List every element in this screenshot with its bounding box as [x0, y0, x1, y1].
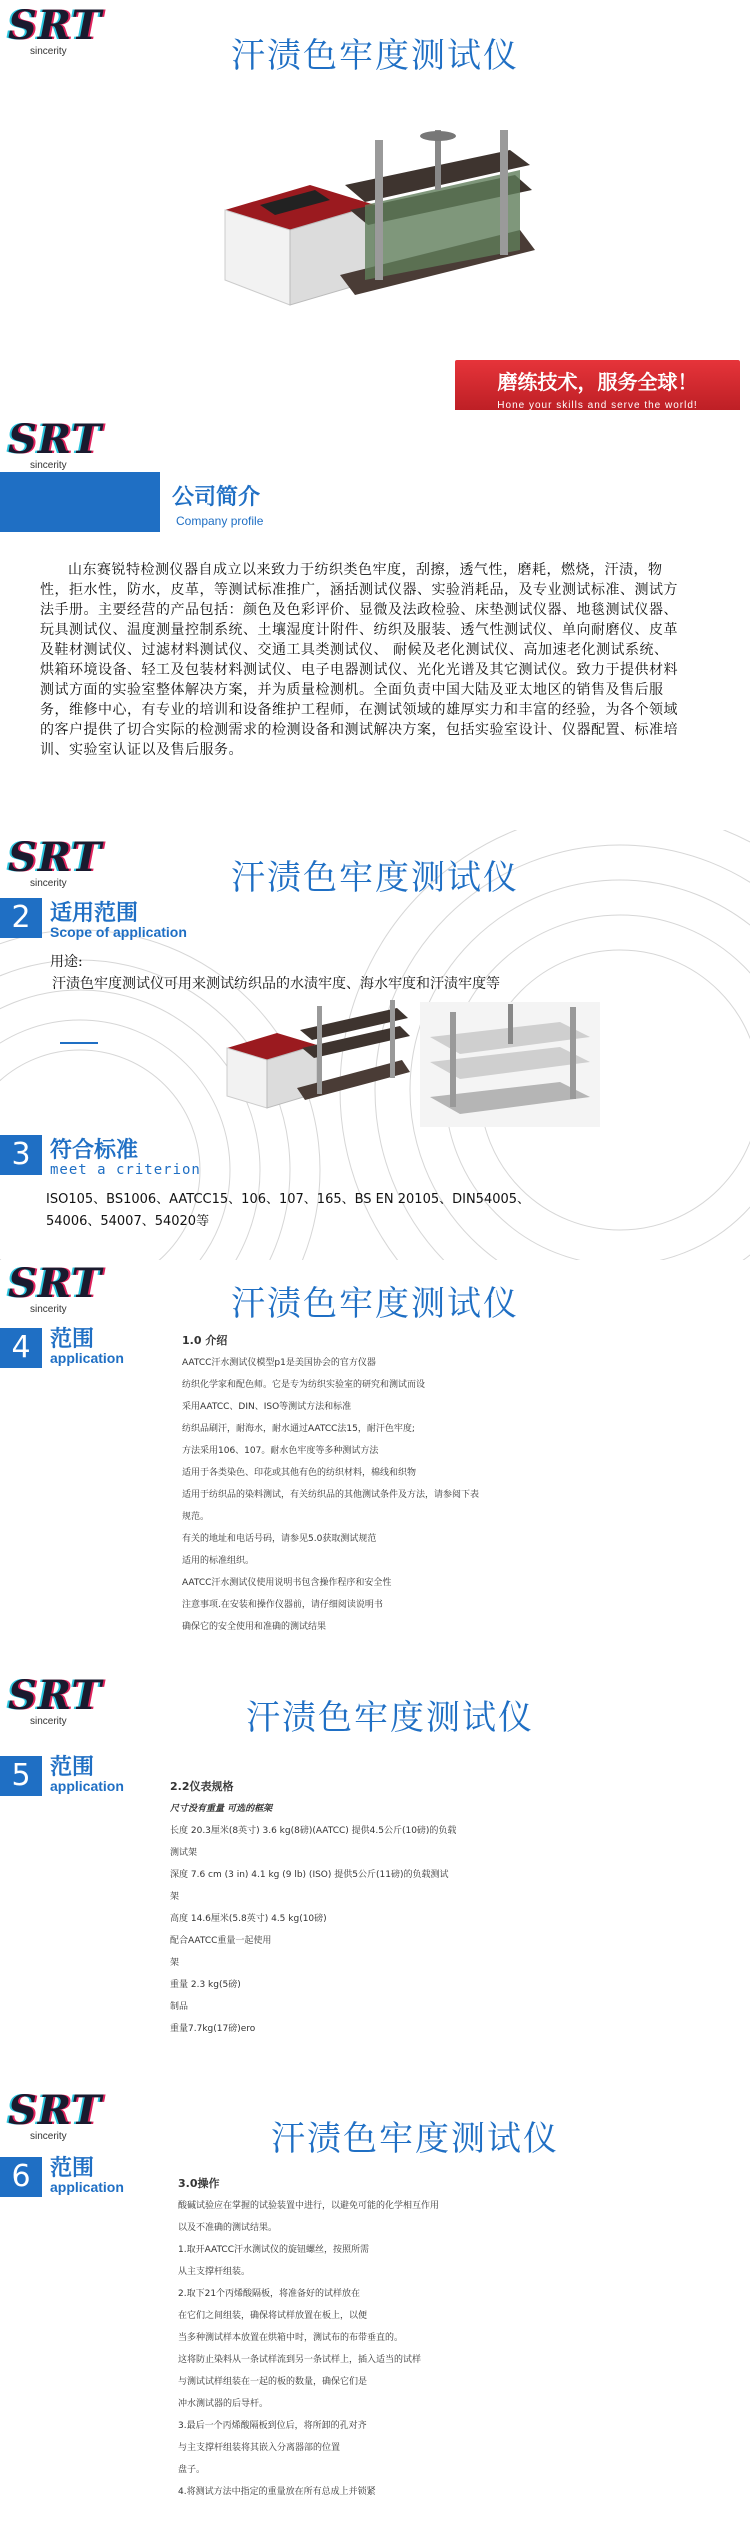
- profile-body: 山东赛锐特检测仪器自成立以来致力于纺织类色牢度，刮擦，透气性，磨耗，燃烧，汗渍，物性，拒水性，防水，皮革，等测试标准推广，涵括测试仪器、实验消耗品，及专业测试标准、测试方法手册。主要经营的产品包括：颜色及色彩评价、显微及法政检验、床垫测试仪器、地毯测试仪器、玩具测试仪、温度测量控制系统、土壤湿度计附件、纺织及服装、透气性测试仪、单向耐磨仪、皮革及鞋材测试仪、过滤材料测试仪、交通工具类测试仪、 耐候及老化测试仪、高加速老化测试系统、烘箱环境设备、轻工及包装材料测试仪、电子电器测试仪、光化光谱及其它测试仪。致力于提供材料测试方面的实验室整体解决方案，并为质量检测机。全面负责中国大陆及亚太地区的销售及售后服务，维修中心，有专业的培训和设备维护工程师，在测试领域的雄厚实力和丰富的经验，为各个领域的客户提供了切合实际的检测需求的检测设备和测试解决方案，包括实验室设计、仪器配置、标准培训、实验室认证以及售后服务。: [40, 562, 678, 758]
- text-line: 长度 20.3厘米(8英寸) 3.6 kg(8磅)(AATCC) 提供4.5公斤(10磅)的负载: [170, 1826, 457, 1836]
- hero-title: 汗渍色牢度测试仪: [231, 36, 519, 76]
- slogan-en: Hone your skills and serve the world!: [497, 400, 698, 410]
- text-line: 配合AATCC重量一起使用: [170, 1936, 272, 1946]
- operation-text-lines: [178, 2173, 439, 2503]
- profile-title-cn: 公司简介: [172, 485, 261, 510]
- intro-heading-en: application: [50, 1350, 124, 1366]
- usage-label: 用途:: [50, 954, 83, 970]
- scope-machine-illustration-1: [222, 998, 412, 1123]
- intro-heading-cn: 范围: [50, 1327, 95, 1352]
- logo-sub: sincerity: [30, 460, 67, 471]
- text-line: 纺织品刷汗，耐海水，耐水通过AATCC法15，耐汗色牢度;: [182, 1424, 415, 1434]
- text-line: 与测试试样组装在一起的板的数量，确保它们是: [178, 2377, 368, 2387]
- text-line: 高度 14.6厘米(5.8英寸) 4.5 kg(10磅): [170, 1914, 327, 1924]
- text-line: 盘子。: [178, 2465, 206, 2475]
- intro-title: 汗渍色牢度测试仪: [231, 1284, 519, 1324]
- scope-heading-en: Scope of application: [50, 924, 187, 940]
- section-number-3: 3: [0, 1135, 42, 1175]
- text-line: 4.将测试方法中指定的重量放在所有总成上并锁紧: [178, 2487, 376, 2497]
- operation-section: [0, 2085, 750, 2531]
- logo-sub: sincerity: [30, 46, 67, 57]
- text-line: 重量 2.3 kg(5磅): [170, 1980, 241, 1990]
- text-line: 尺寸没有重量 可选的框架: [170, 1804, 273, 1814]
- text-line: 3.最后一个丙烯酸隔板到位后，将所卸的孔对齐: [178, 2421, 367, 2431]
- usage-text: 汗渍色牢度测试仪可用来测试纺织品的水渍牢度、海水牢度和汗渍牢度等: [52, 976, 500, 992]
- logo-mark: SRT: [8, 2, 103, 49]
- text-line: AATCC汗水测试仪使用说明书包含操作程序和安全性: [182, 1578, 392, 1588]
- text-line: 冲水测试器的后导杆。: [178, 2399, 269, 2409]
- operation-title: 汗渍色牢度测试仪: [271, 2119, 559, 2159]
- text-line: 1.取开AATCC汗水测试仪的旋钮螺丝，按照所需: [178, 2245, 369, 2255]
- text-line: 架: [170, 1958, 180, 1968]
- logo-sub: sincerity: [30, 878, 67, 889]
- logo-sub: sincerity: [30, 2131, 67, 2142]
- text-line: 采用AATCC、DIN、ISO等测试方法和标准: [182, 1402, 352, 1412]
- logo-mark: SRT: [8, 1260, 103, 1307]
- text-line: 这将防止染料从一条试样流到另一条试样上，插入适当的试样: [178, 2355, 422, 2365]
- slogan-banner: [455, 360, 740, 410]
- divider-line: [60, 1042, 98, 1044]
- text-line: 当多种测试样本放置在烘箱中时，测试布的布带垂直的。: [178, 2333, 404, 2343]
- section-number-2: 2: [0, 898, 42, 938]
- spec-title: 汗渍色牢度测试仪: [246, 1698, 534, 1738]
- text-line: 与主支撑杆组装将其嵌入分离器部的位置: [178, 2443, 341, 2453]
- logo-mark: SRT: [8, 834, 103, 881]
- text-line: 架: [170, 1892, 180, 1902]
- text-line: 有关的地址和电话号码，请参见5.0获取测试规范: [182, 1534, 377, 1544]
- logo-mark: SRT: [8, 2087, 103, 2134]
- slogan-cn: 磨练技术，服务全球！: [497, 370, 698, 394]
- intro-text-lines: [182, 1330, 479, 1638]
- text-line: 酸碱试验应在掌握的试验装置中进行，以避免可能的化学相互作用: [178, 2201, 440, 2211]
- text-line: 纺织化学家和配色师。它是专为纺织实验室的研究和测试而设: [182, 1380, 426, 1390]
- text-line: 在它们之间组装，确保将试样放置在板上，以便: [178, 2311, 368, 2321]
- intro-section: [0, 1260, 750, 1670]
- text-line: 适用于纺织品的染料测试，有关纺织品的其他测试条件及方法，请参阅下表: [182, 1490, 480, 1500]
- spec-heading-cn: 范围: [50, 1755, 95, 1780]
- text-line: 测试架: [170, 1848, 198, 1858]
- logo-sub: sincerity: [30, 1304, 67, 1315]
- section-number-4: 4: [0, 1328, 42, 1368]
- section-number-6: 6: [0, 2157, 42, 2197]
- scope-title: 汗渍色牢度测试仪: [231, 858, 519, 898]
- text-line: 注意事项.在安装和操作仪器前，请仔细阅读说明书: [182, 1600, 383, 1610]
- scope-machine-illustration-2: [420, 1002, 600, 1127]
- standards-line-1: ISO105、BS1006、AATCC15、106、107、165、BS EN 20105、DIN54005、: [46, 1192, 531, 1207]
- text-line: 规范。: [182, 1512, 210, 1522]
- profile-title-en: Company profile: [176, 514, 264, 528]
- text-line: 适用于各类染色、印花或其他有色的纺织材料，棉线和织物: [182, 1468, 417, 1478]
- profile-section: [0, 410, 750, 830]
- section-number-5: 5: [0, 1756, 42, 1796]
- operation-heading-cn: 范围: [50, 2156, 95, 2181]
- text-line: 2.取下21个丙烯酸隔板，将准备好的试样放在: [178, 2289, 361, 2299]
- profile-blue-bar: [0, 472, 160, 532]
- text-line: 3.0操作: [178, 2177, 220, 2190]
- hero-section: [0, 0, 750, 410]
- text-line: 方法采用106、107。耐水色牢度等多种测试方法: [182, 1446, 379, 1456]
- text-line: 制品: [170, 2002, 189, 2012]
- text-line: 重量7.7kg(17磅)ero: [170, 2024, 256, 2034]
- logo-mark: SRT: [8, 1672, 103, 1719]
- scope-section: [0, 830, 750, 1260]
- text-line: 适用的标准组织。: [182, 1556, 255, 1566]
- logo-sub: sincerity: [30, 1716, 67, 1727]
- text-line: 2.2仪表规格: [170, 1780, 234, 1793]
- text-line: 深度 7.6 cm (3 in) 4.1 kg (9 lb) (ISO) 提供5公斤(11磅)的负载测试: [170, 1870, 449, 1880]
- standards-line-2: 54006、54007、54020等: [46, 1214, 210, 1229]
- text-line: 确保它的安全使用和准确的测试结果: [182, 1622, 327, 1632]
- standard-heading-en: meet a criterion: [50, 1162, 201, 1178]
- logo: [8, 416, 103, 472]
- scope-heading-cn: 适用范围: [50, 901, 139, 926]
- hero-machine-illustration: [220, 130, 540, 330]
- text-line: AATCC汗水测试仪模型p1是美国协会的官方仪器: [182, 1358, 376, 1368]
- text-line: 从主支撑杆组装。: [178, 2267, 251, 2277]
- standard-heading-cn: 符合标准: [50, 1138, 139, 1163]
- spec-heading-en: application: [50, 1778, 124, 1794]
- operation-heading-en: application: [50, 2179, 124, 2195]
- text-line: 以及不准确的测试结果。: [178, 2223, 278, 2233]
- text-line: 1.0 介绍: [182, 1334, 228, 1347]
- logo-mark: SRT: [8, 416, 103, 463]
- spec-section: [0, 1670, 750, 2085]
- spec-text-lines: [170, 1776, 456, 2040]
